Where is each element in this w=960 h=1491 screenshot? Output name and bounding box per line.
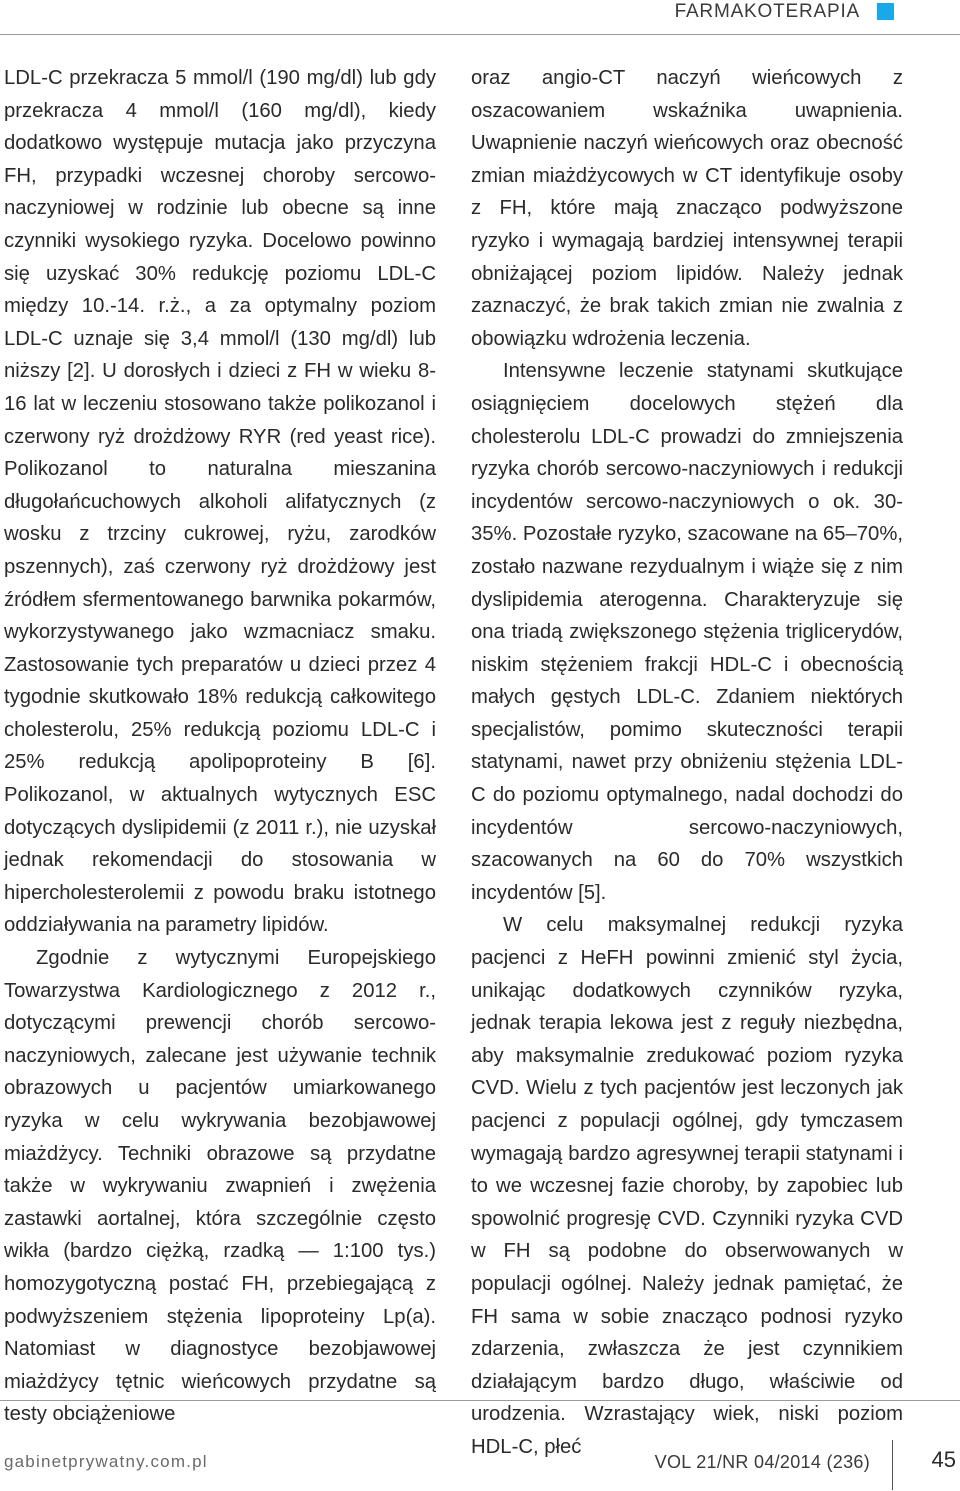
header-divider xyxy=(0,34,960,35)
section-marker-square xyxy=(877,3,894,20)
paragraph: Zgodnie z wytycznymi Europejskiego Towarzystwa Kardiologicznego z 2012 r., dotyczącymi prewencji chorób sercowo-naczyniowych, zalecane jest używanie technik obrazowych u pacjentów umiarkowanego ryzyka w celu wykrywania bezobjawowej miażdżycy. Techniki obrazowe są przydatne także w wykrywaniu zwapnień i zwężenia zastawki aortalnej, która szczególnie często wikła (bardzo ciężką, rzadką — 1:100 tys.) homozygotyczną postać FH, przebiegającą z podwyższeniem stężenia lipoproteiny Lp(a). Natomiast w diagnostyce bezobjawowej miażdżycy tętnic wieńcowych przydatne są testy obciążeniowe xyxy=(4,947,436,1426)
page-number: 45 xyxy=(931,1447,956,1472)
paragraph: W celu maksymalnej redukcji ryzyka pacjenci z HeFH powinni zmienić styl życia, unikając dodatkowych czynników ryzyka, jednak terapia lekowa jest z reguły niezbędna, aby maksymalnie zredukować poziom ryzyka CVD. Wielu z tych pacjentów jest leczonych jak pacjenci z populacji ogólnej, gdy tymczasem wymagają bardzo agresywnej terapii statynami i to we wczesnej fazie choroby, by zapobiec lub spowolnić progresję CVD. Czynniki ryzyka CVD w FH są podobne do obserwowanych w populacji ogólnej. Należy jednak pamiętać, że FH sama w sobie znacząco podnosi ryzyko zdarzenia, zwłaszcza że jest czynnikiem działającym bardzo długo, właściwie od urodzenia. Wzrastający wiek, niski poziom HDL-C, płeć xyxy=(471,914,903,1458)
paragraph: oraz angio-CT naczyń wieńcowych z oszacowaniem wskaźnika uwapnienia. Uwapnienie naczyń wieńcowych oraz obecność zmian miażdżycowych w CT identyfikuje osoby z FH, które mają znacząco podwyższone ryzyko i wymagają bardziej intensywnej terapii obniżającej poziom lipidów. Należy jednak zaznaczyć, że brak takich zmian nie zwalnia z obowiązku wdrożenia leczenia. xyxy=(471,67,903,350)
page-header xyxy=(0,0,960,34)
footer-divider xyxy=(0,1400,960,1401)
section-label: FARMAKOTERAPIA xyxy=(674,1,860,22)
left-column xyxy=(4,62,436,1431)
website-url[interactable]: gabinetprywatny.com.pl xyxy=(4,1452,208,1471)
page-number-divider xyxy=(892,1440,893,1490)
right-column xyxy=(471,62,903,1464)
issue-info: VOL 21/NR 04/2014 (236) xyxy=(654,1452,870,1472)
paragraph: LDL-C przekracza 5 mmol/l (190 mg/dl) lub gdy przekracza 4 mmol/l (160 mg/dl), kiedy dodatkowo występuje mutacja jako przyczyna FH, przypadki wczesnej choroby sercowo-naczyniowej w rodzinie lub obecne są inne czynniki wysokiego ryzyka. Docelowo powinno się uzyskać 30% redukcję poziomu LDL-C między 10.-14. r.ż., a za optymalny poziom LDL-C uznaje się 3,4 mmol/l (130 mg/dl) lub niższy [2]. U dorosłych i dzieci z FH w wieku 8-16 lat w leczeniu stosowano także polikozanol i czerwony ryż drożdżowy RYR (red yeast rice). Polikozanol to naturalna mieszanina długołańcuchowych alkoholi alifatycznych (z wosku z trzciny cukrowej, ryżu, zarodków pszennych), zaś czerwony ryż drożdżowy jest źródłem sfermentowanego barwnika pokarmów, wykorzystywanego jako wzmacniacz smaku. Zastosowanie tych preparatów u dzieci przez 4 tygodnie skutkowało 18% redukcją całkowitego cholesterolu, 25% redukcją poziomu LDL-C i 25% redukcją apolipoproteiny B [6]. Polikozanol, w aktualnych wytycznych ESC dotyczących dyslipidemii (z 2011 r.), nie uzyskał jednak rekomendacji do stosowania w hipercholesterolemii z powodu braku istotnego oddziaływania na parametry lipidów. xyxy=(4,67,436,937)
paragraph: Intensywne leczenie statynami skutkujące osiągnięciem docelowych stężeń dla cholesterolu LDL-C prowadzi do zmniejszenia ryzyka chorób sercowo-naczyniowych i redukcji incydentów sercowo-naczyniowych o ok. 30-35%. Pozostałe ryzyko, szacowane na 65–70%, zostało nazwane rezydualnym i wiąże się z nim dyslipidemia aterogenna. Charakteryzuje się ona triadą zwiększonego stężenia triglicerydów, niskim stężeniem frakcji HDL-C i obecnością małych gęstych LDL-C. Zdaniem niektórych specjalistów, pomimo skuteczności terapii statynami, nawet przy obniżeniu stężenia LDL-C do poziomu optymalnego, nadal dochodzi do incydentów sercowo-naczyniowych, szacowanych na 60 do 70% wszystkich incydentów [5]. xyxy=(471,360,903,904)
